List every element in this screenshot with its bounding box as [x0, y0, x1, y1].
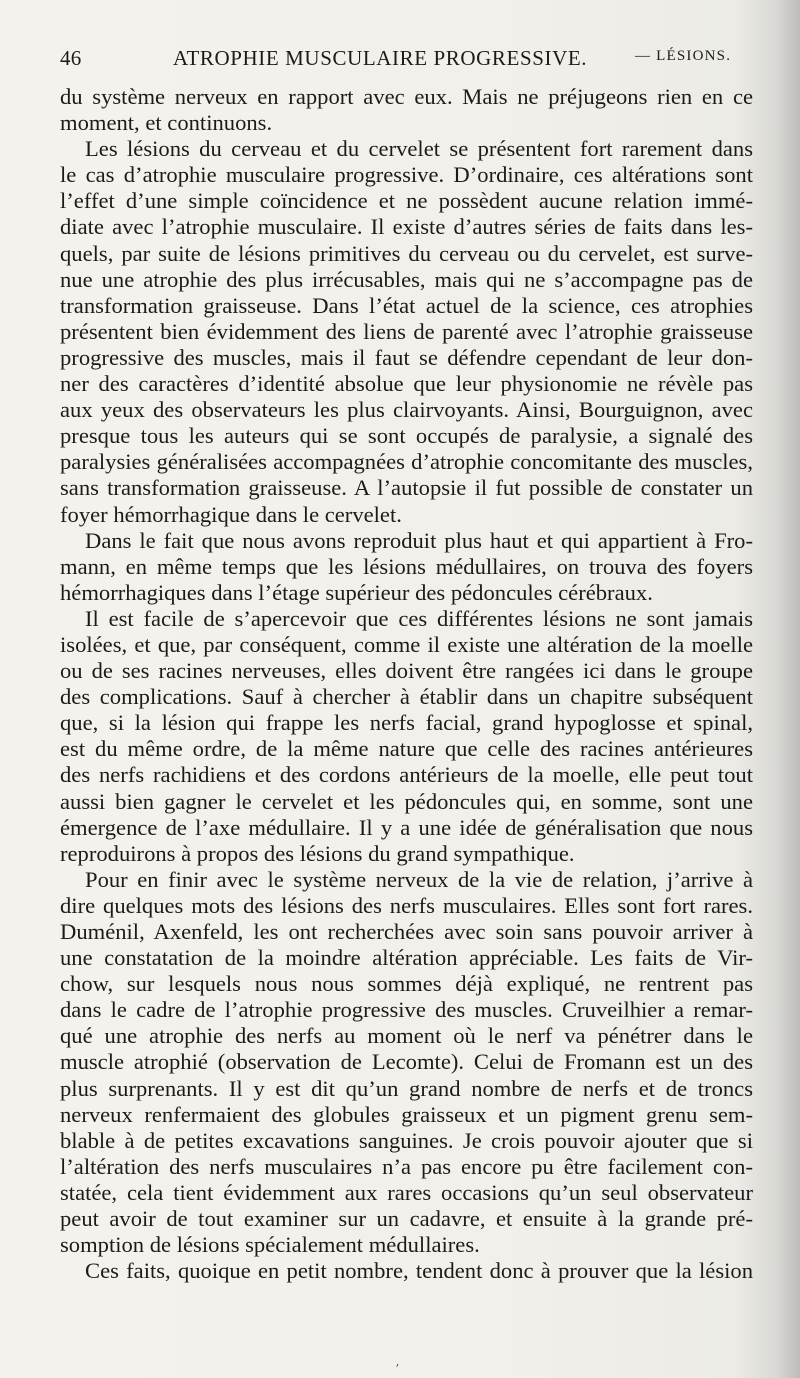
text-line: Dans le fait que nous avons reproduit plus haut et qui appartient à Fro- [85, 527, 753, 553]
text-line: dire quelques mots des lésions des nerfs musculaires. Elles sont fort rares. [60, 892, 753, 918]
text-line: moment, et continuons. [60, 110, 273, 136]
body-text [60, 84, 753, 1284]
text-line: l’effet d’une simple coïncidence et ne possèdent aucune relation immé- [60, 188, 753, 214]
text-line: dans le cadre de l’atrophie progressive des muscles. Cruveilhier a remar- [60, 997, 753, 1023]
text-line: du système nerveux en rapport avec eux. Mais ne préjugeons rien en ce [60, 84, 753, 109]
text-line: est du même ordre, de la même nature que celle des racines antérieures [60, 736, 753, 762]
text-line: nue une atrophie des plus irrécusables, mais qui ne s’accompagne pas de [60, 266, 753, 292]
text-line: l’altération des nerfs musculaires n’a pas encore pu être facilement con- [60, 1153, 753, 1179]
text-line: diate avec l’atrophie musculaire. Il existe d’autres séries de faits dans les- [60, 214, 753, 240]
text-line: plus surprenants. Il y est dit qu’un grand nombre de nerfs et de troncs [60, 1075, 753, 1101]
text-line: somption de lésions spécialement médullaires. [60, 1232, 480, 1258]
text-line: blable à de petites excavations sanguines. Je crois pouvoir ajouter que si [60, 1127, 753, 1153]
text-line: Pour en finir avec le système nerveux de la vie de relation, j’arrive à [85, 866, 753, 892]
text-line: aussi bien gagner le cervelet et les pédoncules qui, en somme, sont une [60, 788, 753, 814]
text-line: foyer hémorrhagique dans le cervelet. [60, 501, 402, 527]
text-line: que, si la lésion qui frappe les nerfs facial, grand hypoglosse et spinal, [60, 710, 753, 736]
page-number: 46 [60, 46, 82, 70]
running-title: ATROPHIE MUSCULAIRE PROGRESSIVE. [173, 46, 588, 70]
text-line: peut avoir de tout examiner sur un cadavre, et ensuite à la grande pré- [60, 1206, 753, 1232]
text-line: sans transformation graisseuse. A l’autopsie il fut possible de constater un [60, 475, 753, 501]
text-line: émergence de l’axe médullaire. Il y a une idée de généralisation que nous [60, 814, 753, 840]
text-line: Duménil, Axenfeld, les ont recherchées avec soin sans pouvoir arriver à [60, 919, 753, 944]
text-line: mann, en même temps que les lésions médullaires, on trouva des foyers [60, 553, 753, 579]
text-line: présentent bien évidemment des liens de parenté avec l’atrophie graisseuse [60, 318, 753, 344]
text-line: nerveux renfermaient des globules graisseux et un pigment grenu sem- [60, 1101, 753, 1127]
text-line: chow, sur lesquels nous nous sommes déjà expliqué, ne rentrent pas [60, 971, 753, 997]
text-line: ner des caractères d’identité absolue que leur physionomie ne révèle pas [60, 371, 753, 397]
text-line: muscle atrophié (observation de Lecomte). Celui de Fromann est un des [60, 1049, 753, 1075]
text-line: presque tous les auteurs qui se sont occupés de paralysie, a signalé des [60, 423, 753, 449]
text-line: qué une atrophie des nerfs au moment où le nerf va pénétrer dans le [60, 1023, 753, 1049]
text-line: Ces faits, quoique en petit nombre, tendent donc à prouver que la lésion [85, 1258, 753, 1284]
text-line: des nerfs rachidiens et des cordons antérieurs de la moelle, elle peut tout [60, 762, 753, 788]
text-line: des complications. Sauf à chercher à établir dans un chapitre subséquent [60, 684, 753, 710]
text-line: statée, cela tient évidemment aux rares occasions qu’un seul observateur [60, 1179, 753, 1205]
text-line: aux yeux des observateurs les plus clairvoyants. Ainsi, Bourguignon, avec [60, 397, 753, 423]
text-line: paralysies généralisées accompagnées d’atrophie concomitante des muscles, [60, 449, 753, 475]
text-line: hémorrhagiques dans l’étage supérieur des pédoncules cérébraux. [60, 579, 653, 605]
text-line: transformation graisseuse. Dans l’état actuel de la science, ces atrophies [60, 292, 753, 318]
text-line: une constatation de la moindre altération appréciable. Les faits de Vir- [60, 945, 753, 971]
text-line: Il est facile de s’apercevoir que ces différentes lésions ne sont jamais [85, 605, 753, 631]
text-line: ou de ses racines nerveuses, elles doivent être rangées ici dans le groupe [60, 658, 753, 684]
text-line: reproduirons à propos des lésions du grand sympathique. [60, 840, 575, 866]
text-line: Les lésions du cerveau et du cervelet se présentent fort rarement dans [85, 136, 753, 162]
text-line: quels, par suite de lésions primitives du cerveau ou du cervelet, est surve- [60, 240, 753, 266]
page-header [60, 46, 760, 76]
section-label: — LÉSIONS. [635, 48, 732, 64]
print-mark: ʼ [395, 1362, 399, 1376]
text-line: le cas d’atrophie musculaire progressive. D’ordinaire, ces altérations sont [60, 162, 753, 188]
text-line: progressive des muscles, mais il faut se défendre cependant de leur don- [60, 344, 753, 370]
text-line: isolées, et que, par conséquent, comme il existe une altération de la moelle [60, 631, 753, 657]
